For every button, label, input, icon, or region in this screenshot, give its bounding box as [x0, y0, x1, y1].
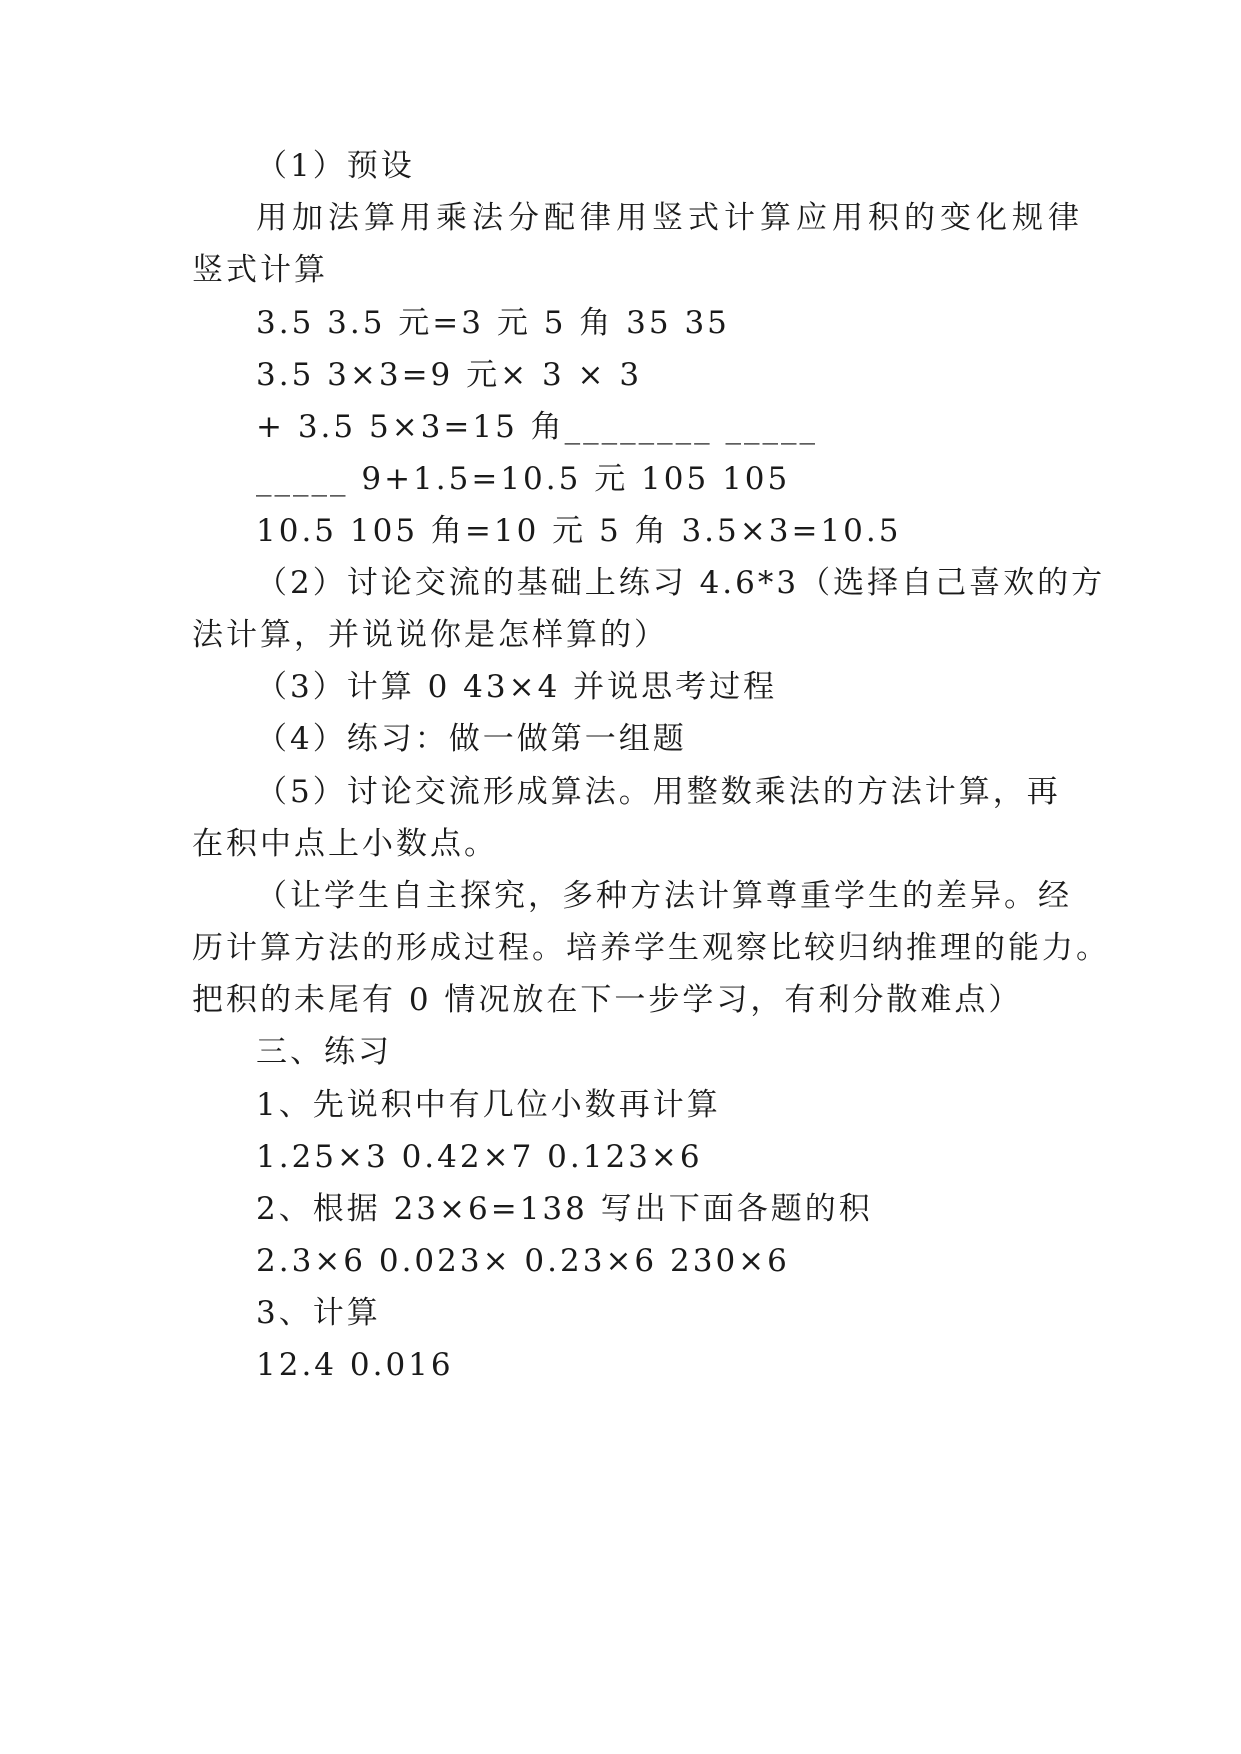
text-line: 历计算方法的形成过程。培养学生观察比较归纳推理的能力。	[192, 930, 1110, 966]
text-line: 3、计算	[256, 1295, 381, 1331]
text-line: 3.5 3.5 元=3 元 5 角 35 35	[256, 305, 730, 341]
text-line: （1）预设	[256, 148, 415, 184]
text-line: 1、先说积中有几位小数再计算	[256, 1087, 721, 1123]
text-line: 法计算，并说说你是怎样算的）	[192, 617, 668, 653]
text-line: _____ 9+1.5=10.5 元 105 105	[256, 461, 791, 497]
text-line: 在积中点上小数点。	[192, 826, 498, 862]
section-heading: 三、练习	[256, 1034, 392, 1070]
text-line: 2.3×6 0.023× 0.23×6 230×6	[256, 1243, 790, 1279]
text-line: （5）讨论交流形成算法。用整数乘法的方法计算，再	[256, 774, 1061, 810]
text-line: 1.25×3 0.42×7 0.123×6	[256, 1139, 703, 1175]
text-line: （4）练习：做一做第一组题	[256, 721, 687, 757]
text-line: 3.5 3×3=9 元× 3 × 3	[256, 357, 643, 393]
text-line: 把积的未尾有 0 情况放在下一步学习，有利分散难点）	[192, 982, 1023, 1018]
text-line: （让学生自主探究，多种方法计算尊重学生的差异。经	[256, 878, 1072, 914]
text-line: 竖式计算	[192, 252, 328, 288]
text-line: 12.4 0.016	[256, 1347, 454, 1383]
text-line: + 3.5 5×3=15 角________ _____	[256, 409, 819, 445]
text-line: 用加法算用乘法分配律用竖式计算应用积的变化规律	[256, 200, 1084, 236]
text-line: 2、根据 23×6=138 写出下面各题的积	[256, 1191, 873, 1227]
text-line: （2）讨论交流的基础上练习 4.6*3（选择自己喜欢的方	[256, 565, 1106, 601]
text-line: 10.5 105 角=10 元 5 角 3.5×3=10.5	[256, 513, 902, 549]
text-line: （3）计算 0 43×4 并说思考过程	[256, 669, 778, 705]
